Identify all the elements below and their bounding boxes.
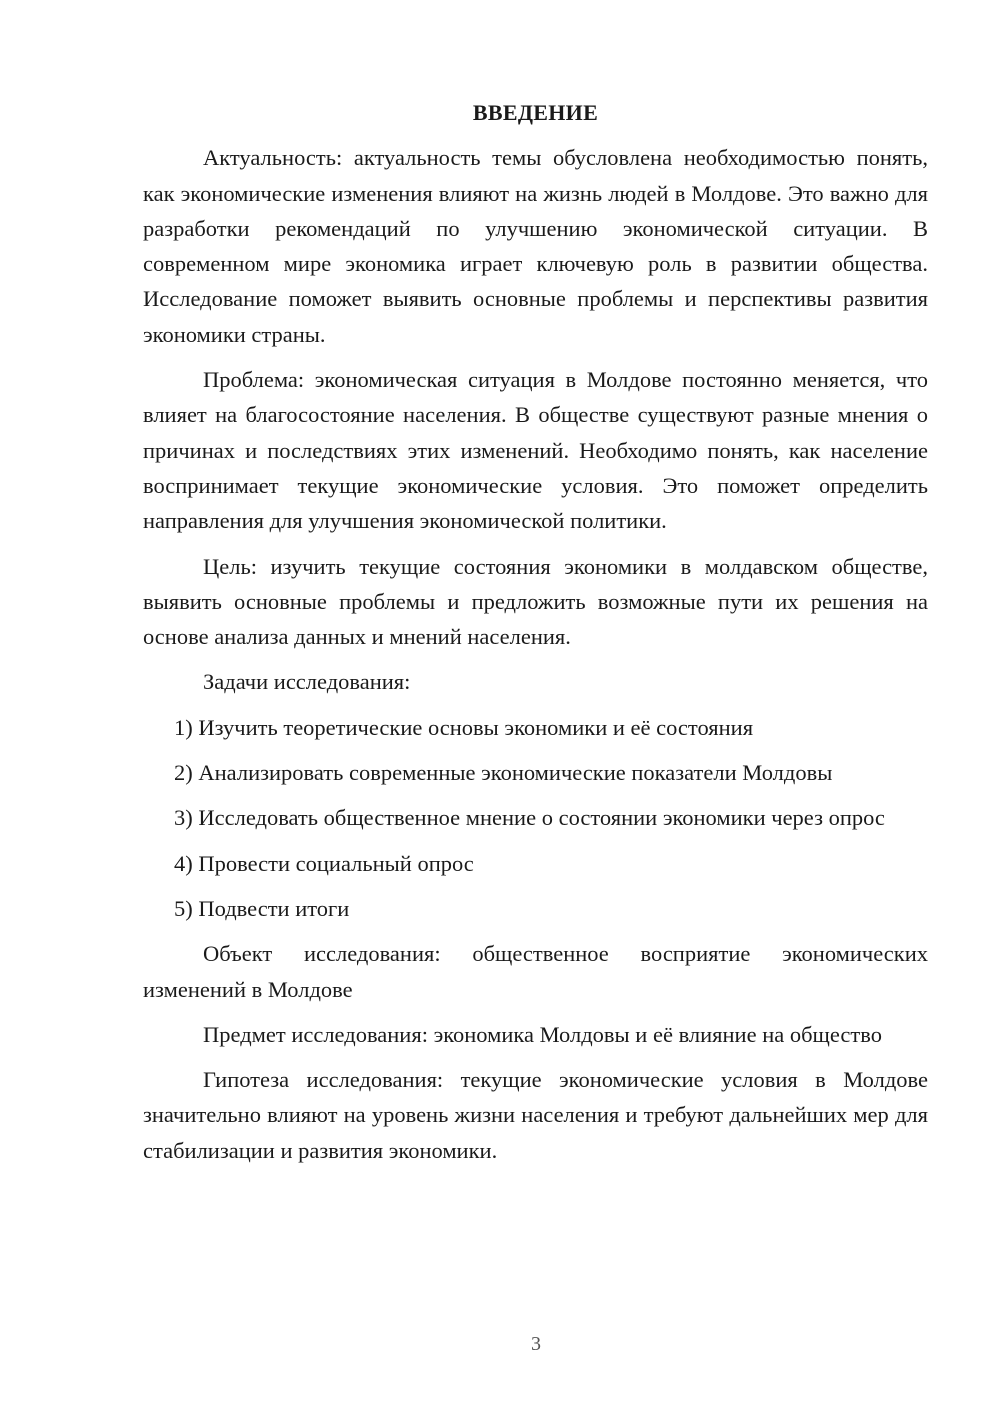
task-item-4: 4) Провести социальный опрос [174, 850, 474, 876]
page-number: 3 [531, 1333, 541, 1355]
section-title: ВВЕДЕНИЕ [472, 100, 599, 125]
task-item-3: 3) Исследовать общественное мнение о состоянии экономики через опрос [174, 805, 885, 831]
task-item-1: 1) Изучить теоретические основы экономики и её состояния [174, 714, 754, 740]
paragraph-hypothesis: Гипотеза исследования: текущие экономические условия в Молдове значительно влияют на уровень жизни населения и требуют дальнейших мер для стабилизации и развития экономики. [143, 1067, 928, 1163]
task-item-2: 2) Анализировать современные экономические показатели Молдовы [174, 760, 833, 786]
paragraph-goal: Цель: изучить текущие состояния экономики в молдавском обществе, выявить основные проблемы и предложить возможные пути их решения на основе анализа данных и мнений населения. [143, 553, 928, 650]
task-item-5: 5) Подвести итоги [174, 895, 350, 921]
paragraph-subject: Предмет исследования: экономика Молдовы и её влияние на общество [203, 1021, 882, 1047]
paragraph-problem: Проблема: экономическая ситуация в Молдове постоянно меняется, что влияет на благосостояние населения. В обществе существуют разные мнения о причинах и последствиях этих изменений. Необходимо понять, как население воспринимает текущие экономические условия. Это поможет определить направления для улучшения экономической политики. [143, 367, 928, 534]
document-body [143, 95, 928, 1178]
paragraph-object: Объект исследования: общественное восприятие экономических изменений в Молдове [143, 941, 928, 1002]
paragraph-tasks-heading: Задачи исследования: [203, 669, 411, 695]
paragraph-relevance: Актуальность: актуальность темы обусловлена необходимостью понять, как экономические изменения влияют на жизнь людей в Молдове. Это важно для разработки рекомендаций по улучшению экономической ситуации. В современном мире экономика играет ключевую роль в развитии общества. Исследование поможет выявить основные проблемы и перспективы развития экономики страны. [143, 145, 928, 347]
